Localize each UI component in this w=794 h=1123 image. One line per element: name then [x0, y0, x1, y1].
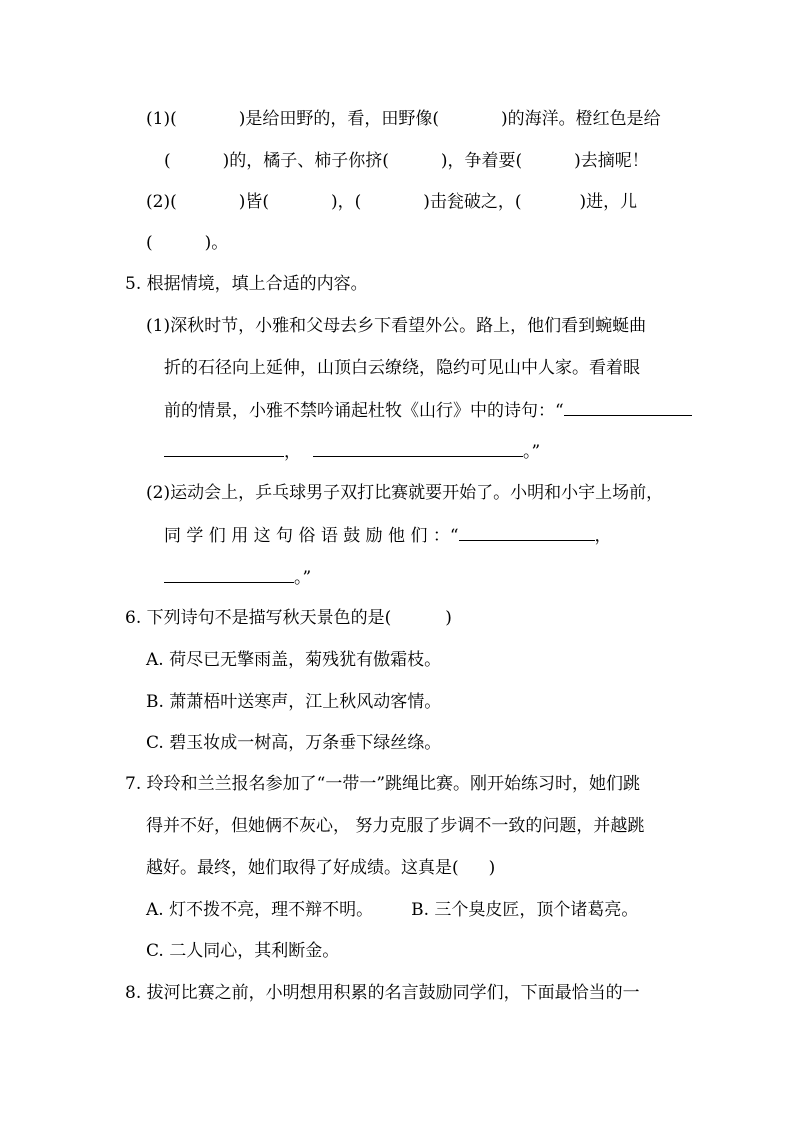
q7-options-row	[146, 898, 638, 922]
q6-option-a: A. 荷尽已无擎雨盖，菊残犹有傲霜枝。	[146, 650, 442, 670]
q7-option-c: C. 二人同心，其利断金。	[146, 941, 340, 961]
q7-option-b: B. 三个臭皮匠，顶个诸葛亮。	[411, 900, 639, 920]
q5-p2-line-1: (2)运动会上，乒乓球男子双打比赛就要开始了。小明和小宇上场前，	[146, 483, 664, 503]
q5-p1-line-4: ， 。”	[164, 438, 540, 464]
q6-option-b: B. 萧萧梧叶送寒声，江上秋风动客情。	[146, 692, 442, 712]
q5-p2-line-2: 同 学 们 用 这 句 俗 语 鼓 励 他 们 ：“ ，	[164, 522, 612, 548]
q5-p1-line-2: 折的石径向上延伸，山顶白云缭绕，隐约可见山中人家。看着眼	[164, 358, 640, 378]
answer-line[interactable]	[164, 564, 294, 583]
answer-line[interactable]	[164, 438, 284, 457]
q4-line-4: ( )。	[146, 233, 229, 253]
q7-line-3: 越好。最终，她们取得了好成绩。这真是( )	[146, 858, 496, 878]
q8-line-1: 8. 拔河比赛之前，小明想用积累的名言鼓励同学们，下面最恰当的一	[125, 983, 640, 1003]
q4-line-1: (1)( )是给田野的，看，田野像( )的海洋。橙红色是给	[146, 109, 661, 129]
q6-stem: 6. 下列诗句不是描写秋天景色的是( )	[125, 608, 452, 628]
q5-stem: 5. 根据情境，填上合适的内容。	[125, 274, 368, 294]
q5-p1-line-1: (1)深秋时节，小雅和父母去乡下看望外公。路上，他们看到蜿蜒曲	[146, 316, 647, 336]
q7-line-2: 得并不好，但她俩不灰心， 努力克服了步调不一致的问题，并越跳	[146, 816, 645, 836]
q4-line-2: ( )的，橘子、柿子你挤( )，争着要( )去摘呢！	[164, 151, 649, 171]
q7-line-1: 7. 玲玲和兰兰报名参加了“一带一”跳绳比赛。刚开始练习时，她们跳	[125, 774, 641, 794]
answer-line[interactable]	[564, 397, 692, 416]
q4-line-3: (2)( )皆( )，( )击瓮破之，( )进，儿	[146, 192, 638, 212]
q7-option-a: A. 灯不拨不亮，理不辩不明。	[146, 900, 374, 920]
answer-line[interactable]	[459, 522, 595, 541]
answer-line[interactable]	[313, 438, 523, 457]
q5-p2-line-3: 。”	[164, 564, 311, 590]
q5-p1-line-3: 前的情景，小雅不禁吟诵起杜牧《山行》中的诗句：“	[164, 397, 692, 423]
q6-option-c: C. 碧玉妆成一树高，万条垂下绿丝绦。	[146, 733, 442, 753]
